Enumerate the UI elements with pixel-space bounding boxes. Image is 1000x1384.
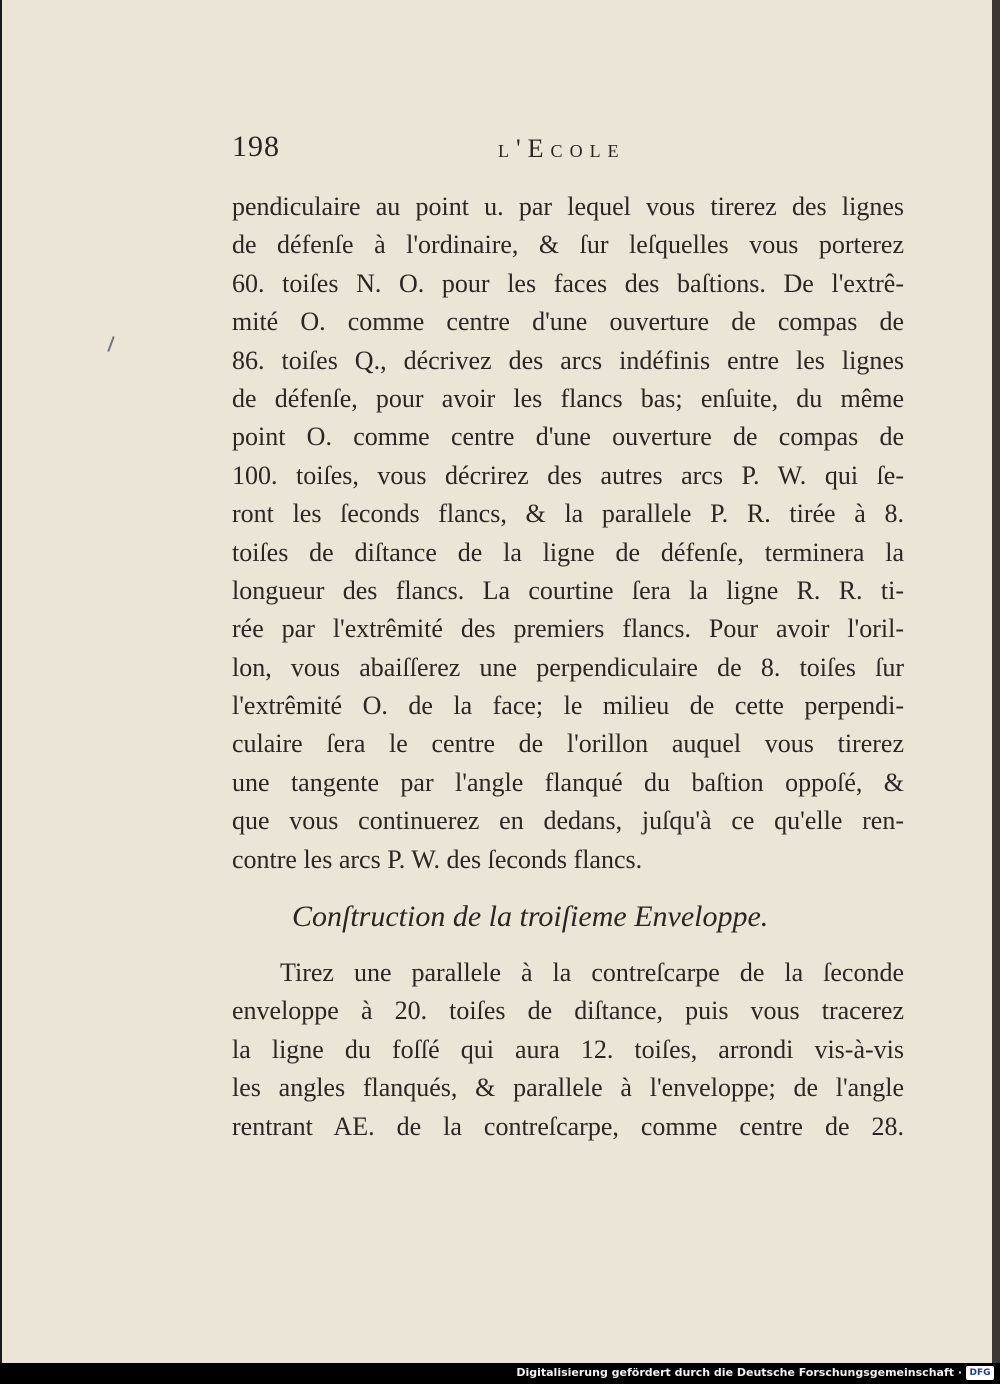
text-line: Tirez une parallele à la contreſcarpe de la ſeconde bbox=[280, 958, 904, 987]
text-line: ront les ſeconds flancs, & la parallele P. R. tirée à 8. bbox=[232, 499, 904, 529]
text-line: pendiculaire au point u. par lequel vous tirerez des lignes bbox=[232, 192, 904, 221]
text-line: que vous continuerez en dedans, juſqu'à ce qu'elle ren- bbox=[232, 806, 904, 836]
text-line: 60. toiſes N. O. pour les faces des baſtions. De l'extrê- bbox=[232, 268, 904, 298]
text-line: contre les arcs P. W. des ſeconds flancs. bbox=[232, 844, 643, 874]
text-line: de défenſe, pour avoir les flancs bas; enſuite, du même bbox=[232, 383, 904, 413]
text-line: toiſes de diſtance de la ligne de défenſe, terminera la bbox=[232, 537, 904, 567]
footer-credit: Digitalisierung gefördert durch die Deutsche Forschungsgemeinschaft · bbox=[516, 1366, 962, 1379]
pencil-mark bbox=[107, 336, 114, 352]
text-line: culaire ſera le centre de l'orillon auquel vous tirerez bbox=[232, 729, 904, 759]
section-text bbox=[232, 954, 904, 1146]
text-line: lon, vous abaiſſerez une perpendiculaire de 8. toiſes ſur bbox=[232, 652, 904, 682]
text-line: longueur des flancs. La courtine ſera la ligne R. R. ti- bbox=[232, 575, 904, 605]
text-line: la ligne du foſſé qui aura 12. toiſes, arrondi vis-à-vis bbox=[232, 1034, 904, 1064]
text-line: l'extrêmité O. de la face; le milieu de cette perpendi- bbox=[232, 691, 904, 721]
text-line: mité O. comme centre d'une ouverture de compas de bbox=[232, 307, 904, 337]
body-text bbox=[232, 188, 904, 879]
digitization-footer bbox=[0, 1363, 1000, 1384]
text-line: 100. toiſes, vous décrirez des autres arcs P. W. qui ſe- bbox=[232, 460, 904, 490]
text-line: 86. toiſes Q., décrivez des arcs indéfinis entre les lignes bbox=[232, 345, 904, 375]
page-number: 198 bbox=[232, 130, 280, 163]
text-line: une tangente par l'angle flanqué du baſtion oppoſé, & bbox=[232, 767, 904, 797]
text-line: de défenſe à l'ordinaire, & ſur leſquelles vous porterez bbox=[232, 230, 904, 260]
text-line: rentrant AE. de la contreſcarpe, comme centre de 28. bbox=[232, 1111, 904, 1141]
text-line: enveloppe à 20. toiſes de diſtance, puis vous tracerez bbox=[232, 996, 904, 1026]
text-line: point O. comme centre d'une ouverture de compas de bbox=[232, 422, 904, 452]
dfg-logo-icon: DFG bbox=[966, 1366, 994, 1380]
section-heading: Conſtruction de la troiſieme Enveloppe. bbox=[292, 900, 769, 933]
text-line: rée par l'extrêmité des premiers flancs. Pour avoir l'oril- bbox=[232, 614, 904, 644]
page-edge bbox=[992, 0, 1000, 1363]
text-line: les angles flanqués, & parallele à l'enveloppe; de l'angle bbox=[232, 1073, 904, 1103]
running-head: l'Ecole bbox=[498, 134, 626, 163]
page-header bbox=[232, 130, 904, 170]
